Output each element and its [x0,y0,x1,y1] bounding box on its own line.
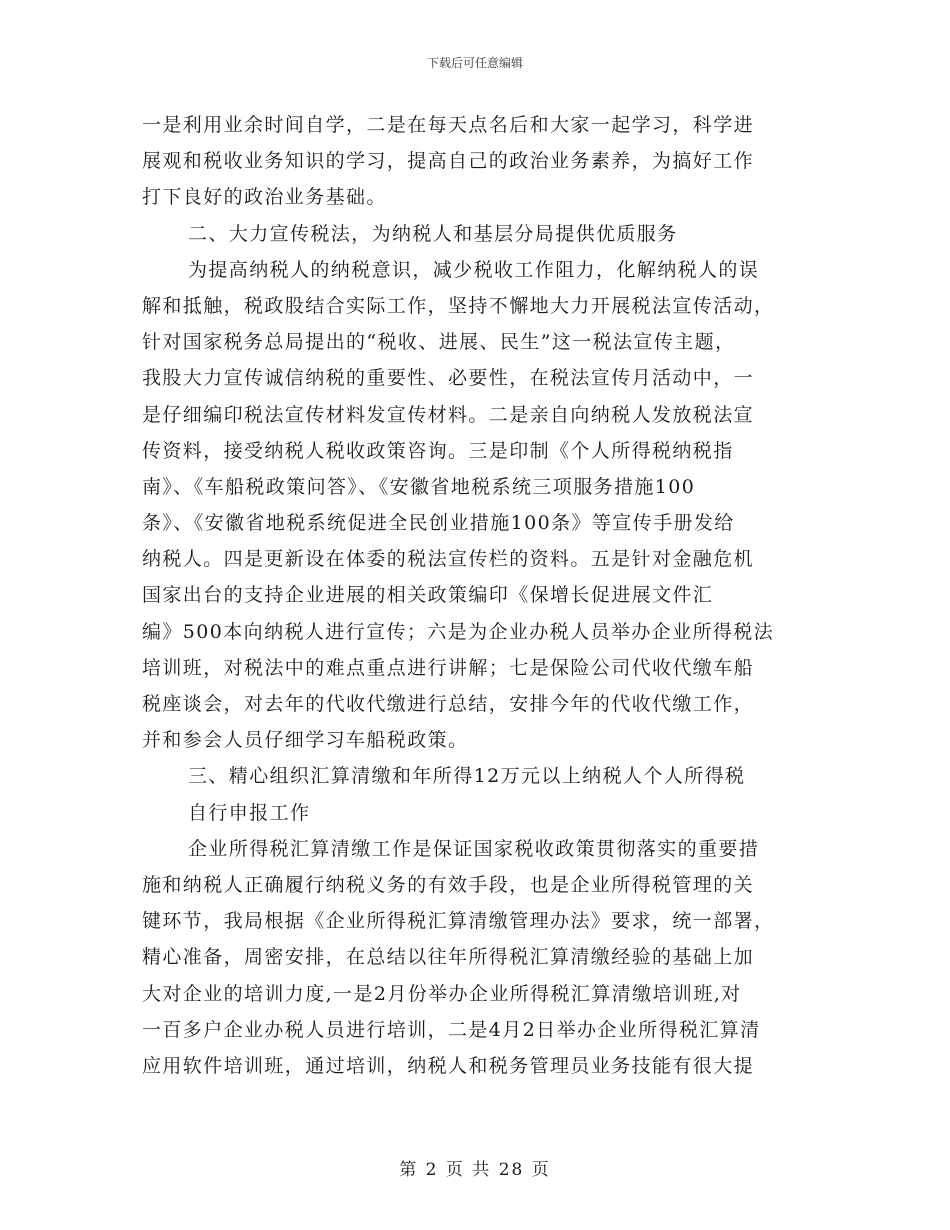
text-line: 键环节，我局根据《企业所得税汇算清缴管理办法》要求，统一部署， [142,910,775,933]
text-line: 编》500本向纳税人进行宣传；六是为企业办税人员举办企业所得税法 [142,620,775,643]
text-line: 并和参会人员仔细学习车船税政策。 [142,729,469,752]
text-line: 精心准备，周密安排，在总结以往年所得税汇算清缴经验的基础上加 [142,946,755,969]
text-line: 培训班，对税法中的难点重点进行讲解；七是保险公司代收代缴车船 [142,656,755,679]
text-line: 一百多户企业办税人员进行培训，二是4月2日举办企业所得税汇算清 [142,1018,761,1041]
text-line: 应用软件培训班，通过培训，纳税人和税务管理员业务技能有很大提 [142,1054,755,1077]
text-line: 展观和税收业务知识的学习，提高自己的政治业务素养，为搞好工作 [142,150,755,173]
text-line: 国家出台的支持企业进展的相关政策编印《保增长促进展文件汇 [142,584,714,607]
text-line: 是仔细编印税法宣传材料发宣传材料。二是亲自向纳税人发放税法宣 [142,403,755,426]
text-line: 为提高纳税人的纳税意识，减少税收工作阻力，化解纳税人的误 [188,258,760,281]
text-line: 纳税人。四是更新设在体委的税法宣传栏的资料。五是针对金融危机 [142,548,755,571]
text-line: 针对国家税务总局提出的“税收、进展、民生”这一税法宣传主题， [142,331,736,354]
page-header-note: 下载后可任意编辑 [426,56,523,70]
text-line: 传资料，接受纳税人税收政策咨询。三是印制《个人所得税纳税指 [142,439,734,462]
text-line: 我股大力宣传诚信纳税的重要性、必要性，在税法宣传月活动中，一 [142,367,755,390]
section-heading: 三、精心组织汇算清缴和年所得12万元以上纳税人个人所得税 [188,765,746,788]
page-number-footer: 第 2 页 共 28 页 [399,1160,551,1180]
text-line: 一是利用业余时间自学，二是在每天点名后和大家一起学习，科学进 [142,114,755,136]
section-heading-continued: 自行申报工作 [188,801,311,824]
text-line: 条》、《安徽省地税系统促进全民创业措施100条》等宣传手册发给 [142,512,735,535]
text-line: 企业所得税汇算清缴工作是保证国家税收政策贯彻落实的重要措 [188,837,760,860]
text-line: 大对企业的培训力度,一是2月份举办企业所得税汇算清缴培训班,对 [142,982,742,1005]
text-line: 施和纳税人正确履行纳税义务的有效手段，也是企业所得税管理的关 [142,873,755,896]
text-line: 南》、《车船税政策问答》、《安徽省地税系统三项服务措施100 [142,475,696,498]
text-line: 税座谈会，对去年的代收代缴进行总结，安排今年的代收代缴工作， [142,693,755,715]
text-line: 解和抵触，税政股结合实际工作，坚持不懈地大力开展税法宣传活动， [142,294,775,317]
text-line: 打下良好的政治业务基础。 [142,186,387,209]
section-heading: 二、大力宣传税法，为纳税人和基层分局提供优质服务 [188,222,678,245]
document-body [142,107,807,1084]
